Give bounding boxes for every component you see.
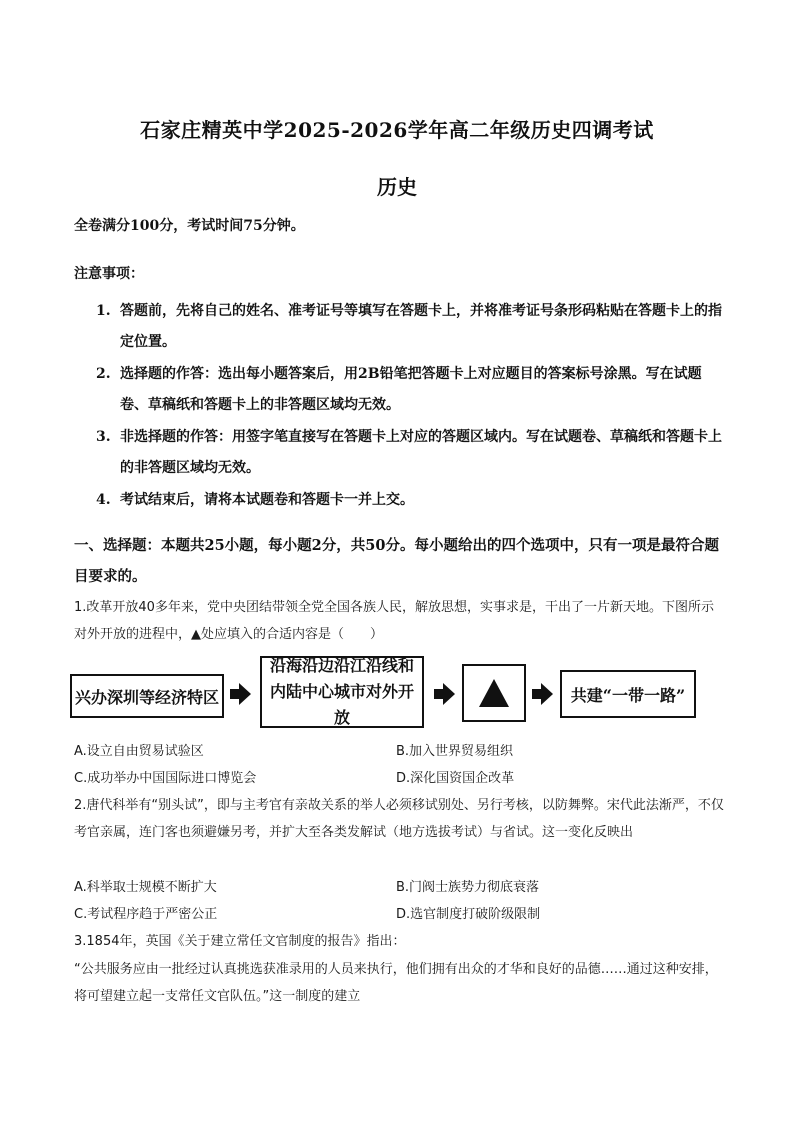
triangle-marker-icon — [479, 679, 509, 707]
option-d: D.选官制度打破阶级限制 — [396, 907, 541, 922]
notice-item — [96, 422, 726, 484]
notice-item — [96, 359, 726, 421]
notice-item — [96, 485, 726, 516]
notice-heading: 注意事项： — [74, 266, 144, 282]
notice-item-number: 4. — [96, 492, 111, 508]
section-heading: 一、选择题：本题共25小题，每小题2分，共50分。每小题给出的四个选项中，只有一项是最符合题目要求的。 — [74, 537, 719, 585]
option-a: A.科举取士规模不断扩大 — [74, 880, 217, 895]
flow-step-coastal-inland: 沿海沿边沿江沿线和内陆中心城市对外开放 — [260, 656, 424, 728]
question-1-options — [74, 738, 724, 792]
notice-item-number: 1. — [96, 303, 111, 319]
flow-step-belt-road: 共建“一带一路” — [560, 670, 696, 718]
notice-item-text: 考试结束后，请将本试题卷和答题卡一并上交。 — [120, 492, 414, 508]
option-b: B.门阀士族势力彻底衰落 — [396, 880, 540, 895]
option-b: B.加入世界贸易组织 — [396, 744, 514, 759]
opening-up-flow-diagram — [70, 652, 698, 738]
option-c: C.成功举办中国国际进口博览会 — [74, 771, 257, 786]
option-c: C.考试程序趋于严密公正 — [74, 907, 218, 922]
notice-item-number: 3. — [96, 429, 111, 445]
question-3-intro: 3.1854年，英国《关于建立常任文官制度的报告》指出： — [74, 934, 406, 949]
question-2-options — [74, 874, 724, 928]
subject-title: 历史 — [377, 175, 417, 199]
question-1-stem: 1.改革开放40多年来，党中央团结带领全党全国各族人民，解放思想，实事求是，干出了一片新天地。下图所示对外开放的进程中，▲处应填入的合适内容是（ ） — [74, 600, 714, 642]
notice-item — [96, 296, 726, 358]
exam-title: 石家庄精英中学2025-2026学年高二年级历史四调考试 — [140, 118, 654, 142]
score-time-info: 全卷满分100分，考试时间75分钟。 — [74, 218, 305, 234]
notice-item-number: 2. — [96, 366, 111, 382]
option-a: A.设立自由贸易试验区 — [74, 744, 204, 759]
flow-step-blank — [462, 664, 526, 722]
option-d: D.深化国资国企改革 — [396, 771, 515, 786]
notice-list — [96, 296, 726, 517]
notice-item-text: 选择题的作答：选出每小题答案后，用2B铅笔把答题卡上对应题目的答案标号涂黑。写在试题卷、草稿纸和答题卡上的非答题区域均无效。 — [120, 366, 702, 413]
notice-item-text: 非选择题的作答：用签字笔直接写在答题卡上对应的答题区域内。写在试题卷、草稿纸和答题卡上的非答题区域均无效。 — [120, 429, 722, 476]
notice-item-text: 答题前，先将自己的姓名、准考证号等填写在答题卡上，并将准考证号条形码粘贴在答题卡上的指定位置。 — [120, 303, 722, 350]
question-2-stem: 2.唐代科举有“别头试”，即与主考官有亲故关系的举人必须移试别处、另行考核，以防舞弊。宋代此法渐严，不仅考官亲属，连门客也须避嫌另考，并扩大至各类发解试（地方选拔考试）与省试。这一变化反映出 — [74, 798, 724, 840]
flow-step-special-zones: 兴办深圳等经济特区 — [70, 674, 224, 718]
question-3-quote: “公共服务应由一批经过认真挑选获准录用的人员来执行，他们拥有出众的才华和良好的品德……通过这种安排，将可望建立起一支常任文官队伍。”这一制度的建立 — [74, 962, 718, 1004]
